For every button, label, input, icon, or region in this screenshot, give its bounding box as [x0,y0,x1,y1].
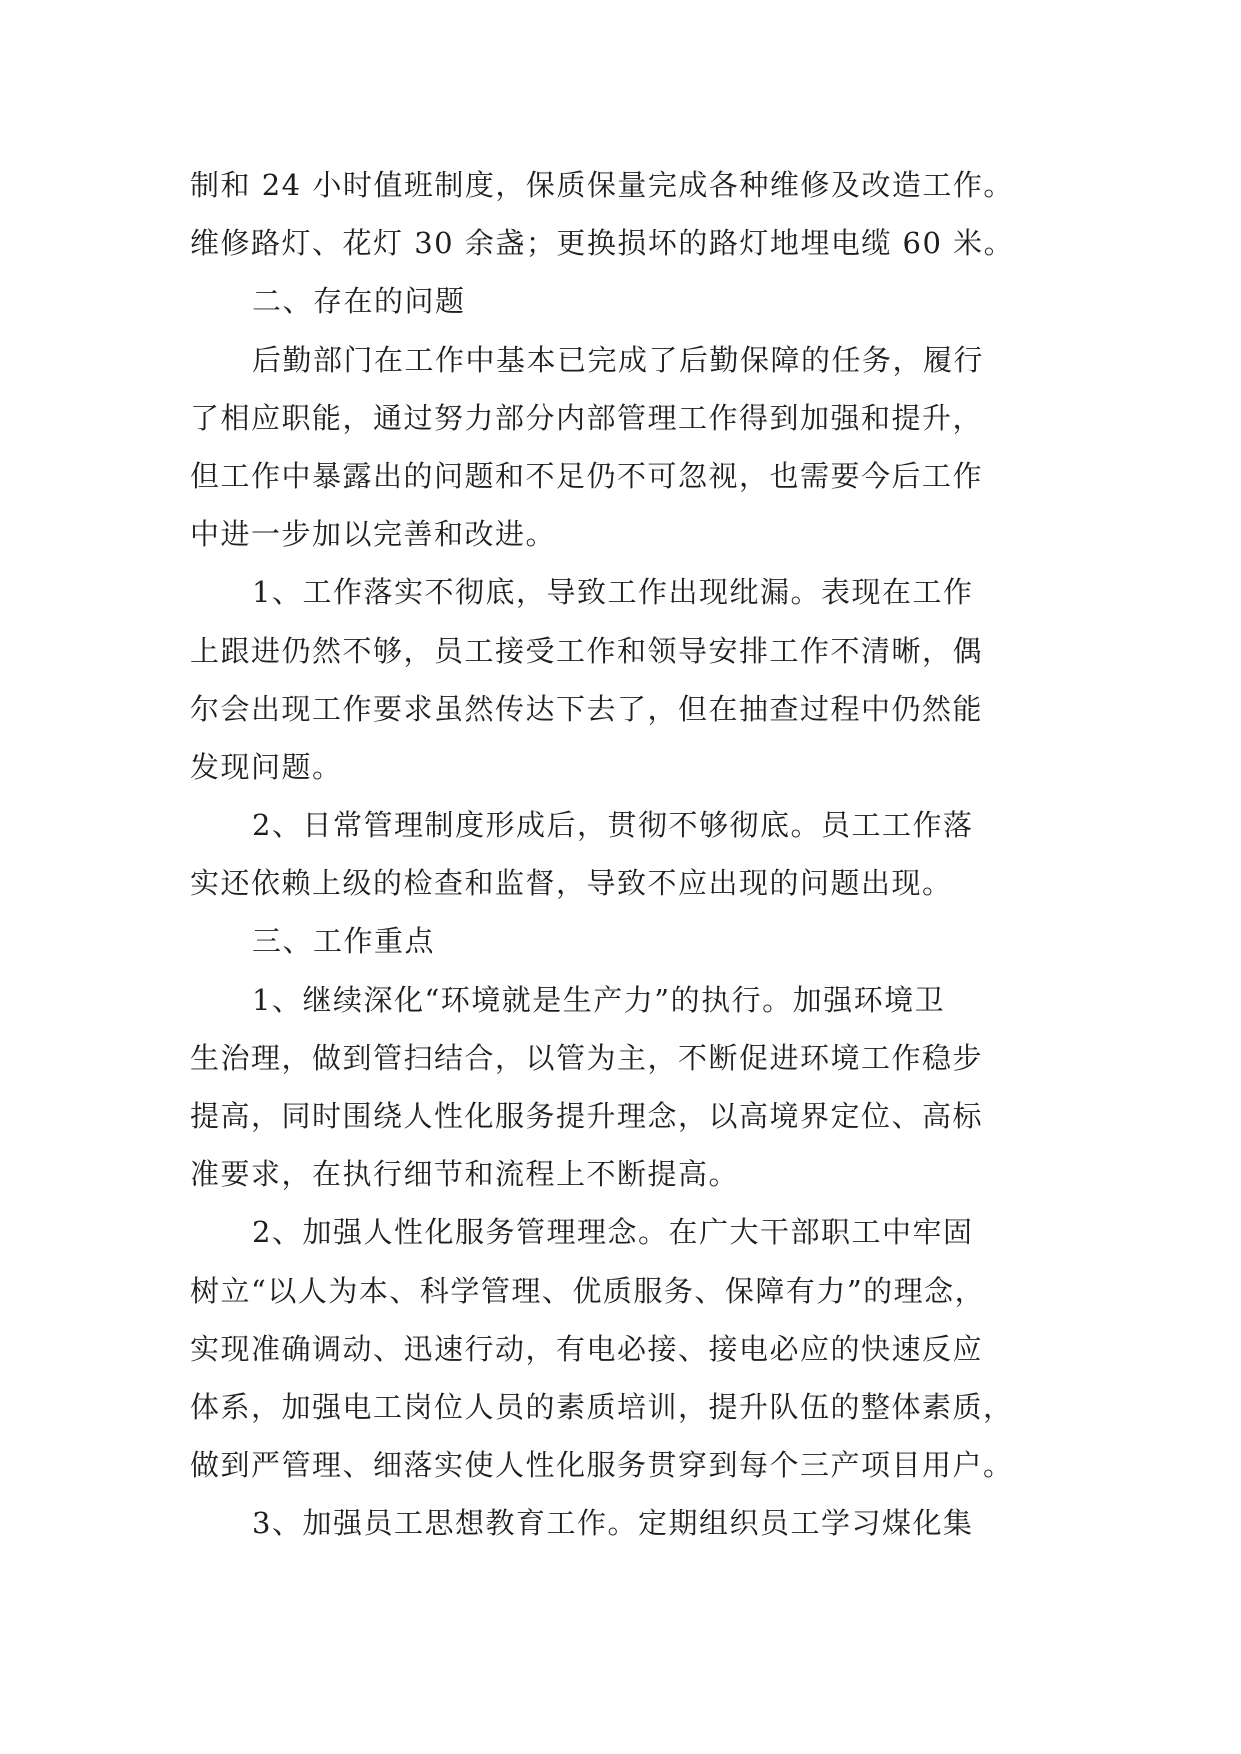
text-line: 实还依赖上级的检查和监督，导致不应出现的问题出现。 [190,866,953,901]
text-line: 后勤部门在工作中基本已完成了后勤保障的任务，履行 [252,342,985,377]
text-line: 2、日常管理制度形成后，贯彻不够彻底。员工工作落 [252,808,974,843]
document-body [190,156,1052,1553]
text-line: 但工作中暴露出的问题和不足仍不可忽视，也需要今后工作 [190,458,984,493]
text-line: 维修路灯、花灯 30 余盏；更换损坏的路灯地埋电缆 60 米。 [190,226,1015,261]
text-line: 发现问题。 [190,749,343,784]
text-line: 了相应职能，通过努力部分内部管理工作得到加强和提升， [190,400,984,435]
text-line: 提高，同时围绕人性化服务提升理念，以高境界定位、高标 [190,1099,984,1133]
text-line: 1、工作落实不彻底，导致工作出现纰漏。表现在工作 [252,575,974,610]
section-heading: 三、工作重点 [252,924,436,959]
text-line: 上跟进仍然不够，员工接受工作和领导安排工作不清晰，偶 [190,633,984,668]
text-line: 实现准确调动、迅速行动，有电必接、接电必应的快速反应 [190,1331,984,1366]
text-line: 中进一步加以完善和改进。 [190,517,557,552]
text-line: 树立“以人为本、科学管理、优质服务、保障有力”的理念， [190,1273,986,1308]
section-heading: 二、存在的问题 [252,284,466,319]
text-line: 体系，加强电工岗位人员的素质培训，提升队伍的整体素质， [190,1389,1014,1424]
text-line: 生治理，做到管扫结合，以管为主，不断促进环境工作稳步 [190,1040,984,1075]
text-line: 做到严管理、细落实使人性化服务贯穿到每个三产项目用户。 [190,1448,1014,1483]
text-line: 准要求，在执行细节和流程上不断提高。 [190,1157,740,1192]
text-line: 1、继续深化“环境就是生产力”的执行。加强环境卫 [252,982,946,1017]
text-line: 3、加强员工思想教育工作。定期组织员工学习煤化集 [252,1506,974,1541]
text-line: 2、加强人性化服务管理理念。在广大干部职工中牢固 [252,1215,974,1250]
text-line: 尔会出现工作要求虽然传达下去了，但在抽查过程中仍然能 [190,691,984,726]
text-line: 制和 24 小时值班制度，保质保量完成各种维修及改造工作。 [190,168,1014,202]
